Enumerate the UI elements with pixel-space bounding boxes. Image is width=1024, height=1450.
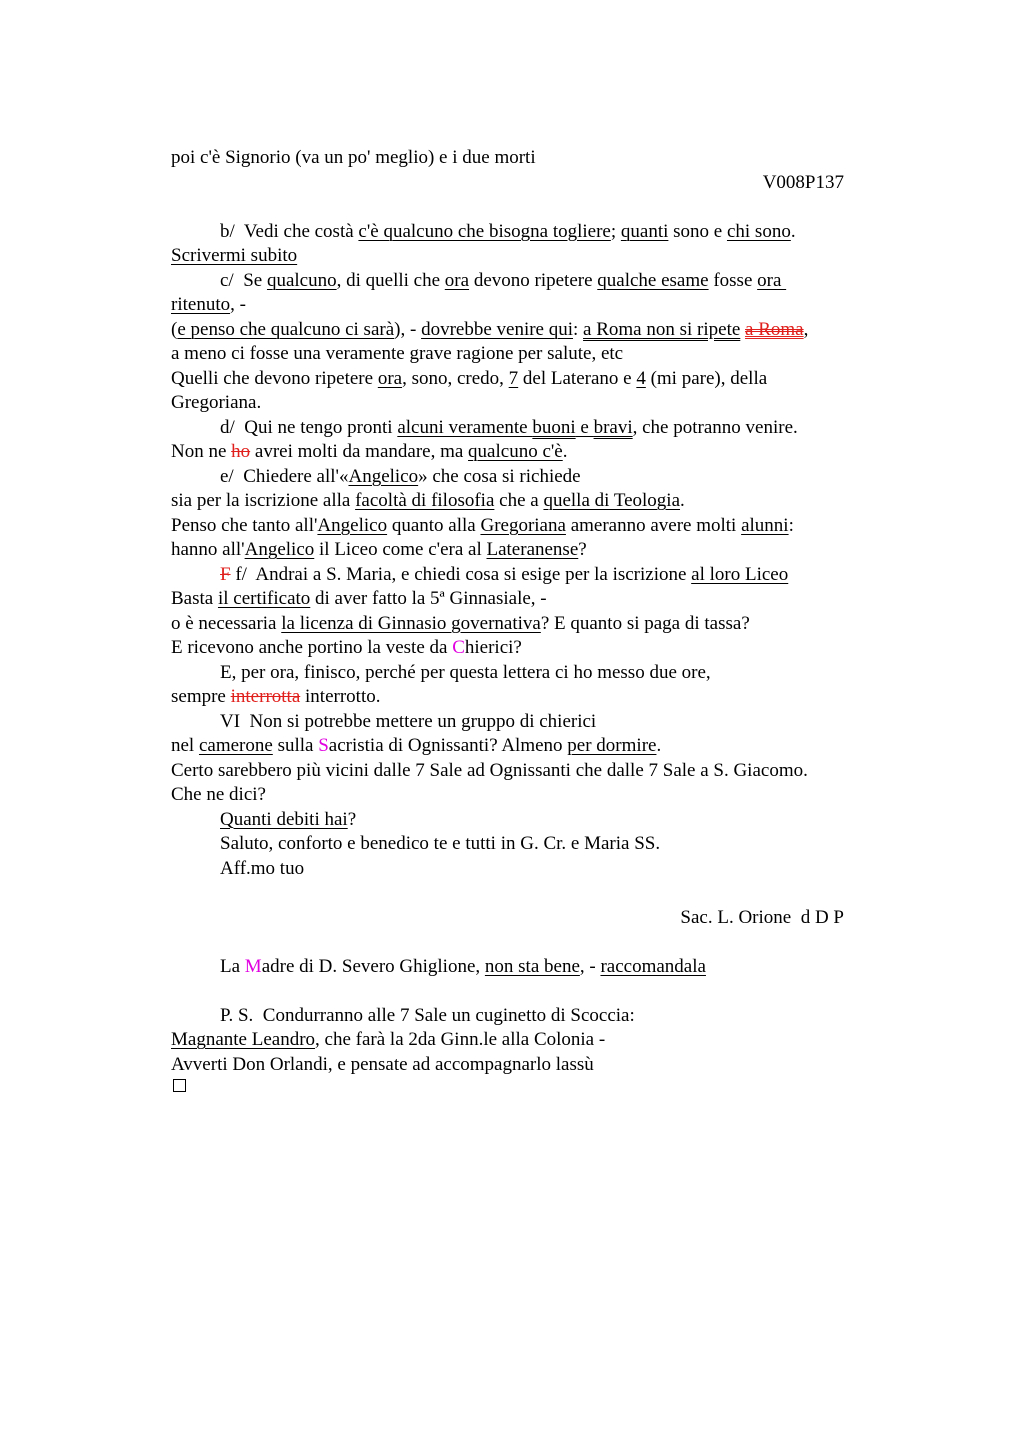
text-segment: , che farà la 2da Ginn.le alla Colonia - — [315, 1029, 606, 1050]
text-line — [171, 146, 871, 171]
text-segment: Basta — [171, 588, 218, 609]
underlined-text: Gregoriana — [480, 514, 566, 536]
text-line — [171, 759, 871, 784]
text-segment: quanto alla — [387, 514, 481, 536]
underlined-text: chi sono — [726, 220, 791, 242]
blank-line — [171, 930, 871, 955]
text-line — [171, 734, 871, 759]
text-line — [171, 514, 871, 539]
text-line — [171, 171, 871, 196]
text-segment: il Liceo come c'era al — [314, 539, 487, 560]
text-segment: nel — [171, 735, 199, 756]
text-segment: Certo sarebbero più vicini dalle 7 Sale ad Ognissanti che dalle 7 Sale a S. Giacomo. — [171, 759, 808, 781]
text-line — [171, 367, 871, 392]
text-segment: ; — [610, 220, 621, 242]
checkbox-symbol — [173, 1073, 186, 1097]
text-line — [171, 1028, 871, 1053]
text-segment: acristia di Ognissanti? Almeno — [328, 735, 568, 756]
underlined-text: Quanti debiti hai — [220, 808, 348, 830]
text-line — [171, 1004, 871, 1029]
text-segment: » che cosa si richiede — [418, 465, 581, 487]
text-line — [171, 244, 871, 269]
text-segment: . — [656, 735, 662, 756]
text-segment: o è necessaria — [171, 612, 282, 634]
text-segment: poi c'è Signorio (va un po' meglio) e i due morti — [171, 147, 536, 168]
text-segment: sempre — [171, 686, 231, 707]
text-segment: (mi pare), della — [645, 367, 768, 389]
underlined-text: e penso che qualcuno ci sarà — [177, 318, 395, 340]
text-segment: , che potranno venire. — [632, 416, 798, 438]
underlined-text: ora — [377, 367, 403, 389]
underlined-text: quanti — [620, 220, 669, 242]
text-line — [171, 269, 871, 294]
text-segment: sia per la iscrizione alla — [171, 490, 356, 511]
underlined-text: ritenuto — [171, 294, 231, 315]
text-line — [171, 465, 871, 490]
text-segment: adre di D. Severo Ghiglione, — [261, 955, 485, 977]
highlighted-letter: S — [318, 735, 329, 756]
text-segment: hanno all' — [171, 539, 245, 560]
underlined-text: quella di Teologia — [543, 490, 681, 511]
underlined-text: Angelico — [317, 514, 388, 536]
text-segment: V008P137 — [762, 171, 844, 193]
text-segment: avrei molti da mandare, ma — [250, 441, 469, 462]
deleted-text: F — [220, 563, 231, 585]
text-segment: fosse — [708, 269, 758, 291]
blank-line — [171, 979, 871, 1004]
underlined-text: ora — [757, 269, 787, 291]
text-line — [171, 342, 871, 367]
text-line — [171, 808, 871, 833]
text-segment: La — [220, 955, 245, 977]
underlined-text: qualcuno — [266, 269, 337, 291]
text-line — [171, 783, 871, 808]
underlined-text: c'è qualcuno che bisogna togliere — [358, 220, 611, 242]
text-line — [171, 416, 871, 441]
text-segment: e/ Chiedere all'« — [220, 465, 349, 487]
text-segment: Saluto, conforto e benedico te e tutti in G. Cr. e Maria SS. — [220, 833, 661, 854]
highlighted-letter: C — [452, 637, 465, 658]
deleted-text: ho — [231, 441, 251, 462]
text-segment: E ricevono anche portino la veste da — [171, 637, 453, 658]
text-segment: a meno ci fosse una veramente grave ragione per salute, etc — [171, 343, 624, 364]
text-line — [171, 220, 871, 245]
text-line — [171, 587, 871, 612]
underlined-text: non sta bene — [484, 955, 580, 977]
blank-line — [171, 881, 871, 906]
text-segment: b/ Vedi che costà — [220, 220, 359, 242]
text-segment: devono ripetere — [469, 269, 598, 291]
text-segment: c/ Se — [220, 269, 267, 291]
text-segment: VI Non si potrebbe mettere un gruppo di chierici — [220, 710, 597, 732]
text-segment: sono e — [668, 220, 727, 242]
text-segment: hierici? — [464, 637, 522, 658]
text-segment: , — [803, 318, 809, 340]
text-segment: Quelli che devono ripetere — [171, 367, 378, 389]
underlined-text: Lateranense — [486, 539, 579, 560]
underlined-text: e — [575, 416, 594, 438]
text-line — [171, 661, 871, 686]
text-line — [171, 955, 871, 980]
deleted-text: a Roma — [745, 318, 804, 340]
underlined-text: a Roma non si ripete — [583, 318, 741, 340]
text-line — [171, 832, 871, 857]
text-line — [171, 318, 871, 343]
text-segment: d/ Qui ne tengo pronti — [220, 416, 398, 438]
underlined-text: camerone — [198, 735, 273, 756]
underlined-text: qualcuno c'è — [468, 441, 563, 462]
text-segment: . — [790, 220, 796, 242]
text-segment: Avverti Don Orlandi, e pensate ad accompagnarlo lassù — [171, 1053, 594, 1075]
text-line — [171, 538, 871, 563]
text-line — [171, 710, 871, 735]
text-segment: E, per ora, finisco, perché per questa lettera ci ho messo due ore, — [220, 661, 711, 683]
text-segment: Aff.mo tuo — [220, 857, 305, 879]
underlined-text: alunni — [741, 514, 789, 536]
underlined-text: la licenza di Ginnasio governativa — [281, 612, 541, 634]
underlined-text: il certificato — [217, 588, 311, 609]
text-line — [171, 563, 871, 588]
underlined-text: 7 — [508, 367, 519, 389]
underlined-text: Angelico — [348, 465, 419, 487]
text-line — [171, 1053, 871, 1078]
text-segment: Gregoriana. — [171, 392, 262, 413]
letter-page — [171, 146, 871, 1077]
text-segment: : — [573, 318, 584, 340]
text-segment: . — [680, 490, 685, 511]
underlined-text: raccomandala — [600, 955, 706, 977]
text-segment: Penso che tanto all' — [171, 514, 318, 536]
text-segment: che a — [494, 490, 544, 511]
text-segment: , sono, credo, — [402, 367, 509, 389]
deleted-text: interrotta — [230, 686, 301, 707]
text-line — [171, 857, 871, 882]
highlighted-letter: M — [244, 955, 262, 977]
text-segment: Che ne dici? — [171, 784, 266, 805]
underlined-text: per dormire — [567, 735, 657, 756]
underlined-text: facoltà di filosofia — [355, 490, 495, 511]
text-segment: Non ne — [171, 441, 232, 462]
underlined-text: Scrivermi subito — [171, 245, 298, 266]
text-segment: P. S. Condurranno alle 7 Sale un cuginetto di Scoccia: — [220, 1004, 635, 1026]
text-segment: , di quelli che — [336, 269, 445, 291]
underlined-text: buoni — [532, 416, 576, 438]
text-segment: ), - — [394, 318, 422, 340]
text-segment: f/ Andrai a S. Maria, e chiedi cosa si esige per la iscrizione — [230, 563, 692, 585]
text-segment: , - — [230, 294, 246, 315]
text-segment: ? — [578, 539, 587, 560]
text-line — [171, 489, 871, 514]
underlined-text: dovrebbe venire qui — [421, 318, 574, 340]
underlined-text: 4 — [636, 367, 646, 389]
underlined-text: alcuni veramente — [397, 416, 533, 438]
underlined-text: qualche esame — [597, 269, 709, 291]
text-segment: di aver fatto la 5ª Ginnasiale, - — [310, 588, 547, 609]
text-line — [171, 440, 871, 465]
underlined-text: ora — [444, 269, 470, 291]
text-segment: ameranno avere molti — [565, 514, 742, 536]
underlined-text: Magnante Leandro — [171, 1029, 316, 1050]
text-segment: ? E quanto si paga di tassa? — [540, 612, 750, 634]
text-segment: ? — [347, 808, 357, 830]
blank-line — [171, 195, 871, 220]
text-segment: del Laterano e — [518, 367, 637, 389]
text-segment: ( — [171, 318, 178, 340]
text-line — [171, 685, 871, 710]
text-line — [171, 391, 871, 416]
text-line — [171, 906, 871, 931]
text-line — [171, 293, 871, 318]
text-line — [171, 636, 871, 661]
text-segment: , - — [579, 955, 601, 977]
text-segment: : — [788, 514, 794, 536]
underlined-text: al loro Liceo — [691, 563, 789, 585]
text-segment: . — [562, 441, 568, 462]
underlined-text: Angelico — [244, 539, 315, 560]
text-segment: Sac. L. Orione d D P — [680, 906, 844, 928]
text-segment: sulla — [272, 735, 319, 756]
text-segment: interrotto. — [300, 686, 381, 707]
underlined-text: bravi — [593, 416, 633, 438]
text-line — [171, 612, 871, 637]
